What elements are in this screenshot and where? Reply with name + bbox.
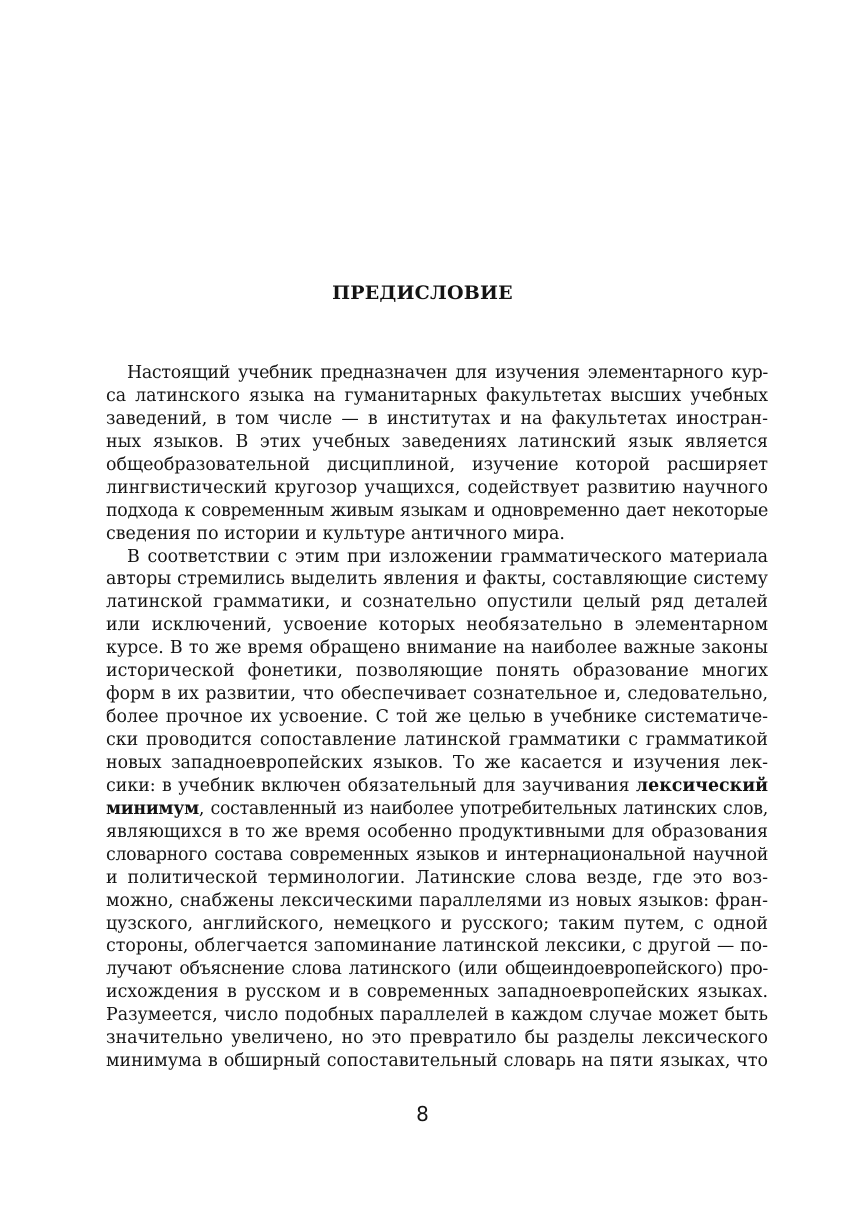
- bold-term: лексический: [635, 775, 769, 796]
- text-line: ных языков. В этих учебных заведениях латинский язык является: [106, 431, 768, 452]
- text-line: общеобразовательной дисциплиной, изучение которой расширяет: [106, 454, 768, 475]
- text-line: более прочное их усвоение. С той же целью в учебнике систематиче-: [106, 707, 768, 728]
- text-line: курсе. В то же время обращено внимание на наиболее важные законы: [106, 638, 768, 659]
- text-line: исхождения в русском и в современных западноевропейских языках.: [106, 982, 768, 1003]
- text-segment: сики: в учебник включен обязательный для заучивания: [106, 775, 630, 796]
- text-line: и политической терминологии. Латинские слова везде, где это воз-: [106, 867, 768, 888]
- text-line: са латинского языка на гуманитарных факультетах высших учебных: [106, 385, 768, 406]
- text-line: минимума в обширный сопоставительный словарь на пяти языках, что: [106, 1051, 768, 1072]
- text-line: являющихся в то же время особенно продуктивными для образования: [106, 821, 768, 842]
- text-line: новых западноевропейских языков. То же касается и изучения лек-: [106, 752, 768, 773]
- text-line: лингвистический кругозор учащихся, содействует развитию научного: [106, 477, 768, 498]
- text-line: Настоящий учебник предназначен для изучения элементарного кур-: [127, 363, 768, 383]
- text-line: сведения по истории и культуре античного мира.: [106, 523, 565, 544]
- text-line: исторической фонетики, позволяющие понять образование многих: [106, 661, 768, 682]
- text-line: лучают объяснение слова латинского (или общеиндоевропейского) про-: [106, 959, 768, 980]
- text-line: или исключений, усвоение которых необязательно в элементарном: [106, 615, 768, 636]
- text-line: цузского, английского, немецкого и русского; таким путем, с одной: [106, 913, 768, 934]
- text-line: В соответствии с этим при изложении грамматического материала: [127, 546, 768, 567]
- text-line: [106, 775, 768, 798]
- text-line: [106, 798, 768, 821]
- text-line: словарного состава современных языков и интернациональной научной: [106, 844, 768, 865]
- text-line: подхода к современным живым языкам и одновременно дает некоторые: [106, 500, 768, 521]
- text-line: Разумеется, число подобных параллелей в каждом случае может быть: [106, 1005, 768, 1026]
- text-line: заведений, в том числе — в институтах и на факультетах иностран-: [106, 408, 768, 429]
- text-line: значительно увеличено, но это превратило бы разделы лексического: [106, 1028, 768, 1049]
- paragraph: [106, 546, 768, 1074]
- text-line: форм в их развитии, что обеспечивает сознательное и, следовательно,: [106, 684, 768, 705]
- text-line: ски проводится сопоставление латинской грамматики с грамматикой: [106, 730, 768, 750]
- text-line: авторы стремились выделить явления и факты, составляющие систему: [106, 569, 768, 590]
- page-title: ПРЕДИСЛОВИЕ: [332, 282, 513, 304]
- body-text: [106, 362, 768, 1073]
- paragraph: [106, 362, 768, 546]
- page-number: 8: [416, 1102, 429, 1126]
- text-line: латинской грамматики, и сознательно опустили целый ряд деталей: [106, 592, 768, 613]
- bold-term: минимум: [106, 798, 199, 819]
- text-segment: , составленный из наиболее употребительных латинских слов,: [198, 798, 768, 819]
- text-line: можно, снабжены лексическими параллелями из новых языков: фран-: [106, 890, 768, 911]
- text-line: стороны, облегчается запоминание латинской лексики, с другой — по-: [106, 936, 768, 957]
